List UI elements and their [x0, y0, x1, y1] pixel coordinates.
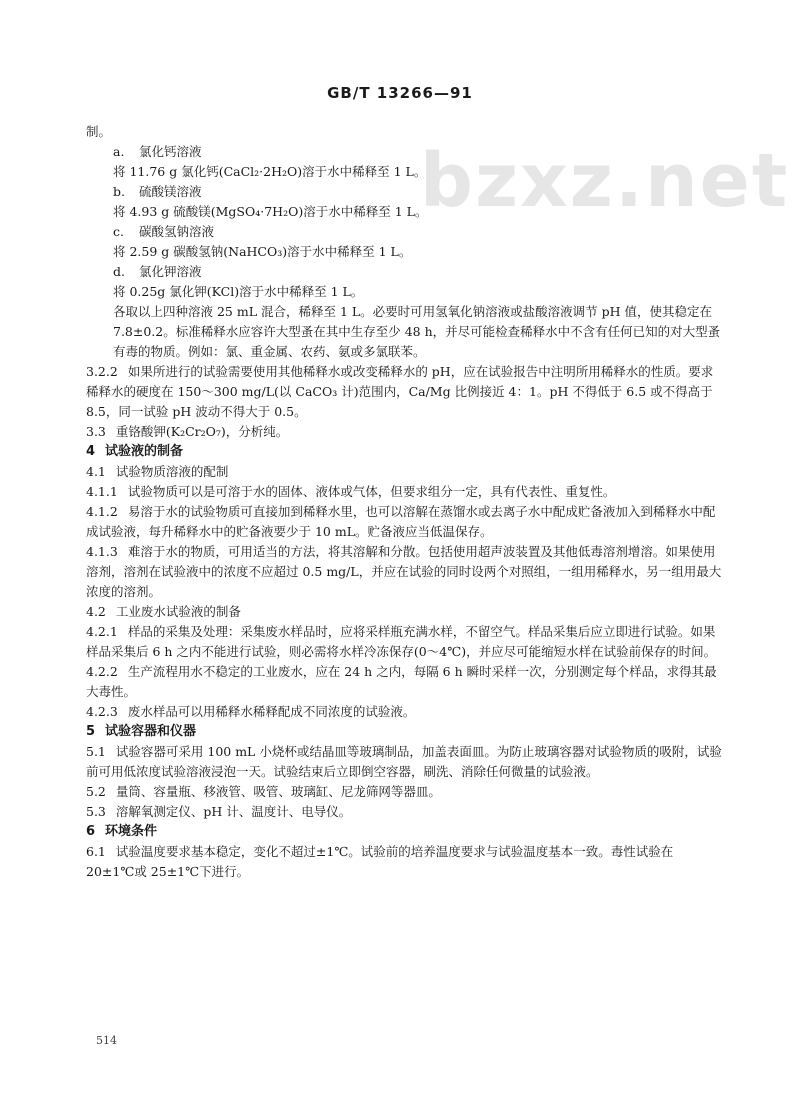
clause	[86, 802, 722, 822]
paragraph: 将 11.76 g 氯化钙(CaCl₂·2H₂O)溶于水中稀释至 1 L。	[113, 164, 427, 179]
paragraph: 制。	[86, 124, 112, 139]
clause	[86, 622, 722, 662]
list-item	[86, 222, 722, 242]
section-heading	[86, 722, 722, 742]
clause-number: 5.1	[86, 744, 106, 759]
clause-number: 5.3	[86, 804, 106, 819]
clause-number: 4.2	[86, 604, 106, 619]
clause	[86, 482, 722, 502]
paragraph: 将 4.93 g 硫酸镁(MgSO₄·7H₂O)溶于水中稀释至 1 L。	[113, 204, 428, 219]
clause-text: 重铬酸钾(K₂Cr₂O₇)，分析纯。	[115, 424, 289, 439]
page-number: 514	[96, 1034, 117, 1047]
paragraph: 各取以上四种溶液 25 mL 混合，稀释至 1 L。必要时可用氢氧化钠溶液或盐酸溶液调节 pH 值，使其稳定在 7.8±0.2。标准稀释水应容许大型蚤在其中生存至少 48 h，并尽可能检查稀释水中不含有任何已知的对大型蚤有毒的物质。例如：氯、重金属、农药、氨或多氯联苯。	[113, 304, 721, 359]
clause	[86, 742, 722, 782]
clause-number: 4.2.1	[86, 624, 118, 639]
clause-number: 4.1	[86, 464, 106, 479]
list-item-label: c.	[113, 224, 124, 239]
list-item-label: d.	[113, 264, 125, 279]
list-item-text: 硫酸镁溶液	[139, 184, 202, 199]
list-item-text: 氯化钾溶液	[139, 264, 202, 279]
clause-number: 5.2	[86, 784, 106, 799]
clause-text: 溶解氧测定仪、pH 计、温度计、电导仪。	[115, 804, 352, 819]
clause-text: 试验温度要求基本稳定，变化不超过±1℃。试验前的培养温度要求与试验温度基本一致。毒性试验在 20±1℃或 25±1℃下进行。	[86, 844, 674, 879]
section-title: 试验液的制备	[105, 444, 184, 459]
clause	[86, 602, 722, 622]
clause	[86, 842, 722, 882]
clause-text: 试验物质溶液的配制	[115, 464, 229, 479]
clause-number: 3.3	[86, 424, 106, 439]
clause	[86, 462, 722, 482]
clause-number: 4.1.2	[86, 504, 118, 519]
document-body	[86, 122, 722, 882]
section-title: 环境条件	[105, 824, 158, 839]
clause	[86, 422, 722, 442]
list-item-text: 氯化钙溶液	[139, 144, 202, 159]
list-item-label: a.	[113, 144, 125, 159]
clause-text: 量筒、容量瓶、移液管、吸管、玻璃缸、尼龙筛网等器皿。	[115, 784, 441, 799]
clause	[86, 782, 722, 802]
clause-text: 生产流程用水不稳定的工业废水，应在 24 h 之内，每隔 6 h 瞬时采样一次，分别测定每个样品，求得其最大毒性。	[86, 664, 717, 699]
clause-text: 易溶于水的试验物质可直接加到稀释水里，也可以溶解在蒸馏水或去离子水中配成贮备液加入到稀释水中配成试验液，每升稀释水中的贮备液要少于 10 mL。贮备液应当低温保存。	[86, 504, 716, 539]
section-title: 试验容器和仪器	[105, 724, 197, 739]
section-heading	[86, 442, 722, 462]
clause-number: 6.1	[86, 844, 106, 859]
clause	[86, 662, 722, 702]
section-number: 4	[86, 444, 96, 459]
clause	[86, 362, 722, 422]
list-item-text: 碳酸氢钠溶液	[139, 224, 215, 239]
clause-number: 4.2.3	[86, 704, 118, 719]
clause-number: 4.1.3	[86, 544, 118, 559]
clause-text: 试验物质可以是可溶于水的固体、液体或气体，但要求组分一定，具有代表性、重复性。	[127, 484, 616, 499]
clause	[86, 542, 722, 602]
paragraph: 将 0.25g 氯化钾(KCl)溶于水中稀释至 1 L。	[113, 284, 364, 299]
clause-text: 难溶于水的物质，可用适当的方法，将其溶解和分散。包括使用超声波装置及其他低毒溶剂增溶。如果使用溶剂，溶剂在试验液中的浓度不应超过 0.5 mg/L，并应在试验的同时设两个对照组，一组用稀释水，另一组用最大浓度的溶剂。	[86, 544, 722, 599]
list-item-label: b.	[113, 184, 125, 199]
clause-number: 4.1.1	[86, 484, 118, 499]
clause-text: 样品的采集及处理：采集废水样品时，应将采样瓶充满水样，不留空气。样品采集后应立即进行试验。如果样品采集后 6 h 之内不能进行试验，则必需将水样冷冻保存(0～4℃)，并应尽可能缩短水样在试验前保存的时间。	[86, 624, 717, 659]
clause-text: 废水样品可以用稀释水稀释配成不同浓度的试验液。	[127, 704, 416, 719]
clause-text: 如果所进行的试验需要使用其他稀释水或改变稀释水的 pH，应在试验报告中注明所用稀释水的性质。要求稀释水的硬度在 150～300 mg/L(以 CaCO₃ 计)范围内，Ca/Mg 比例接近 4：1。pH 不得低于 6.5 或不得高于 8.5，同一试验 pH 波动不得大于 0.5。	[86, 364, 714, 419]
section-number: 5	[86, 724, 96, 739]
list-item	[86, 142, 722, 162]
clause-number: 4.2.2	[86, 664, 118, 679]
list-item	[86, 262, 722, 282]
page-header-standard-code: GB/T 13266—91	[327, 84, 473, 102]
clause-number: 3.2.2	[86, 364, 118, 379]
paragraph: 将 2.59 g 碳酸氢钠(NaHCO₃)溶于水中稀释至 1 L。	[113, 244, 412, 259]
clause-text: 工业废水试验液的制备	[115, 604, 241, 619]
clause	[86, 702, 722, 722]
watermark: bzxz.net	[420, 138, 790, 224]
clause-text: 试验容器可采用 100 mL 小烧杯或结晶皿等玻璃制品，加盖表面皿。为防止玻璃容器对试验物质的吸附，试验前可用低浓度试验溶液浸泡一天。试验结束后立即倒空容器，刷洗、消除任何微量的试验液。	[86, 744, 722, 779]
section-number: 6	[86, 824, 96, 839]
clause	[86, 502, 722, 542]
section-heading	[86, 822, 722, 842]
list-item	[86, 182, 722, 202]
